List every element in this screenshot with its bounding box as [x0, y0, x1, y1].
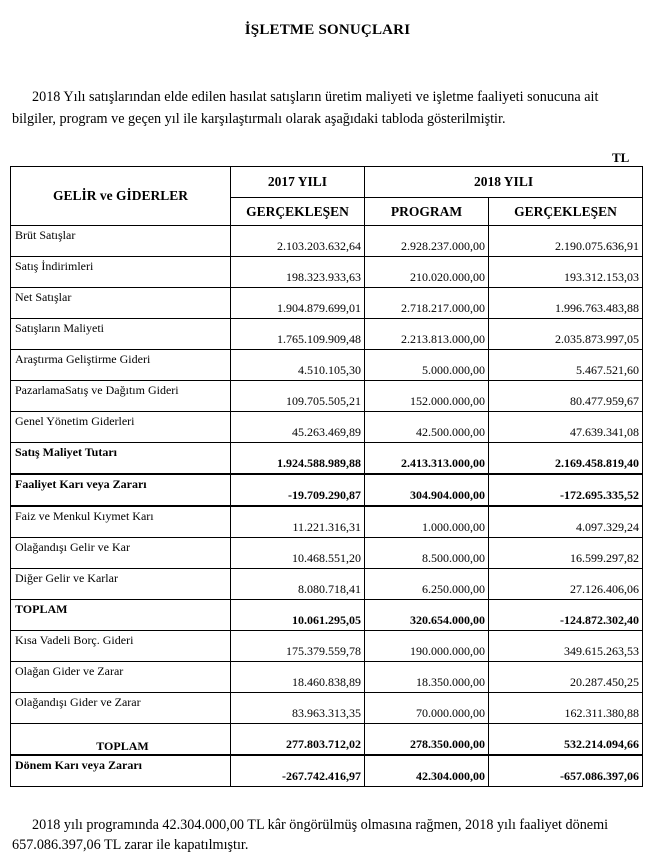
row-label: TOPLAM	[11, 600, 231, 631]
cell-actual-2018: 80.477.959,67	[489, 381, 643, 412]
table-row-total	[11, 724, 643, 756]
cell-actual-2017: 277.803.712,02	[231, 724, 365, 756]
cell-actual-2018: 1.996.763.483,88	[489, 288, 643, 319]
table-row	[11, 350, 643, 381]
intro-paragraph: 2018 Yılı satışlarından elde edilen hasılat satışların üretim maliyeti ve işletme faaliyeti sonucuna ait bilgiler, program ve geçen yıl ile karşılaştırmalı olarak aşağıdaki tabloda gösterilmiştir.	[12, 89, 599, 127]
cell-program-2018: 2.213.813.000,00	[365, 319, 489, 350]
table-row	[11, 226, 643, 257]
header-year-2018: 2018 YILI	[365, 167, 643, 198]
row-label: Olağandışı Gider ve Zarar	[11, 693, 231, 724]
cell-program-2018: 2.928.237.000,00	[365, 226, 489, 257]
cell-actual-2017: 175.379.559,78	[231, 631, 365, 662]
row-label: Satış Maliyet Tutarı	[11, 443, 231, 475]
table-row	[11, 631, 643, 662]
cell-actual-2017: 45.263.469,89	[231, 412, 365, 443]
table-row-period-result	[11, 755, 643, 787]
cell-actual-2017: 11.221.316,31	[231, 506, 365, 538]
cell-actual-2018: 20.287.450,25	[489, 662, 643, 693]
cell-program-2018: 152.000.000,00	[365, 381, 489, 412]
table-row-operating-result	[11, 474, 643, 506]
cell-actual-2018: 193.312.153,03	[489, 257, 643, 288]
row-label: Net Satışlar	[11, 288, 231, 319]
cell-program-2018: 2.413.313.000,00	[365, 443, 489, 475]
cell-actual-2017: -19.709.290,87	[231, 474, 365, 506]
table-row	[11, 412, 643, 443]
cell-program-2018: 5.000.000,00	[365, 350, 489, 381]
cell-actual-2017: 109.705.505,21	[231, 381, 365, 412]
table-row	[11, 257, 643, 288]
results-table	[10, 166, 643, 787]
cell-program-2018: 2.718.217.000,00	[365, 288, 489, 319]
cell-actual-2017: 18.460.838,89	[231, 662, 365, 693]
table-row	[11, 662, 643, 693]
cell-actual-2017: 4.510.105,30	[231, 350, 365, 381]
row-label: Faaliyet Karı veya Zararı	[11, 474, 231, 506]
cell-actual-2018: 2.035.873.997,05	[489, 319, 643, 350]
cell-actual-2018: 27.126.406,06	[489, 569, 643, 600]
row-label: PazarlamaSatış ve Dağıtım Gideri	[11, 381, 231, 412]
row-label: TOPLAM	[11, 724, 231, 756]
cell-actual-2018: -172.695.335,52	[489, 474, 643, 506]
table-row-subtotal	[11, 443, 643, 475]
table-row	[11, 569, 643, 600]
cell-actual-2018: -657.086.397,06	[489, 755, 643, 787]
table-row	[11, 538, 643, 569]
cell-actual-2018: 2.190.075.636,91	[489, 226, 643, 257]
cell-program-2018: 18.350.000,00	[365, 662, 489, 693]
cell-actual-2017: 1.924.588.989,88	[231, 443, 365, 475]
page-title: İŞLETME SONUÇLARI	[244, 22, 411, 38]
header-actual-2018: GERÇEKLEŞEN	[489, 198, 643, 226]
header-program-2018: PROGRAM	[365, 198, 489, 226]
table-row	[11, 693, 643, 724]
row-label: Diğer Gelir ve Karlar	[11, 569, 231, 600]
row-label: Genel Yönetim Giderleri	[11, 412, 231, 443]
currency-unit: TL	[612, 150, 630, 165]
row-label: Brüt Satışlar	[11, 226, 231, 257]
header-actual-2017: GERÇEKLEŞEN	[231, 198, 365, 226]
cell-program-2018: 8.500.000,00	[365, 538, 489, 569]
row-label: Olağan Gider ve Zarar	[11, 662, 231, 693]
cell-actual-2018: 349.615.263,53	[489, 631, 643, 662]
cell-actual-2018: 5.467.521,60	[489, 350, 643, 381]
cell-actual-2017: -267.742.416,97	[231, 755, 365, 787]
cell-actual-2017: 1.765.109.909,48	[231, 319, 365, 350]
cell-actual-2018: 47.639.341,08	[489, 412, 643, 443]
cell-program-2018: 70.000.000,00	[365, 693, 489, 724]
cell-actual-2018: 16.599.297,82	[489, 538, 643, 569]
cell-program-2018: 190.000.000,00	[365, 631, 489, 662]
cell-actual-2017: 1.904.879.699,01	[231, 288, 365, 319]
row-label: Araştırma Geliştirme Gideri	[11, 350, 231, 381]
table-row	[11, 506, 643, 538]
cell-program-2018: 278.350.000,00	[365, 724, 489, 756]
closing-paragraph: 2018 yılı programında 42.304.000,00 TL kâr öngörülmüş olmasına rağmen, 2018 yılı faaliyet dönemi 657.086.397,06 TL zarar ile kapatılmıştır.	[12, 817, 609, 853]
table-row	[11, 319, 643, 350]
cell-actual-2017: 2.103.203.632,64	[231, 226, 365, 257]
cell-actual-2017: 8.080.718,41	[231, 569, 365, 600]
table-row-total	[11, 600, 643, 631]
table-row	[11, 288, 643, 319]
header-item: GELİR ve GİDERLER	[11, 167, 231, 226]
row-label: Olağandışı Gelir ve Kar	[11, 538, 231, 569]
cell-program-2018: 42.500.000,00	[365, 412, 489, 443]
cell-program-2018: 1.000.000,00	[365, 506, 489, 538]
cell-program-2018: 304.904.000,00	[365, 474, 489, 506]
header-year-2017: 2017 YILI	[231, 167, 365, 198]
row-label: Faiz ve Menkul Kıymet Karı	[11, 506, 231, 538]
cell-program-2018: 6.250.000,00	[365, 569, 489, 600]
cell-actual-2017: 198.323.933,63	[231, 257, 365, 288]
cell-actual-2018: 162.311.380,88	[489, 693, 643, 724]
cell-program-2018: 320.654.000,00	[365, 600, 489, 631]
cell-program-2018: 42.304.000,00	[365, 755, 489, 787]
row-label: Satış İndirimleri	[11, 257, 231, 288]
row-label: Satışların Maliyeti	[11, 319, 231, 350]
table-row	[11, 381, 643, 412]
cell-program-2018: 210.020.000,00	[365, 257, 489, 288]
cell-actual-2018: 532.214.094,66	[489, 724, 643, 756]
cell-actual-2017: 83.963.313,35	[231, 693, 365, 724]
cell-actual-2018: -124.872.302,40	[489, 600, 643, 631]
row-label: Dönem Karı veya Zararı	[11, 755, 231, 787]
row-label: Kısa Vadeli Borç. Gideri	[11, 631, 231, 662]
cell-actual-2017: 10.468.551,20	[231, 538, 365, 569]
cell-actual-2018: 4.097.329,24	[489, 506, 643, 538]
cell-actual-2018: 2.169.458.819,40	[489, 443, 643, 475]
cell-actual-2017: 10.061.295,05	[231, 600, 365, 631]
